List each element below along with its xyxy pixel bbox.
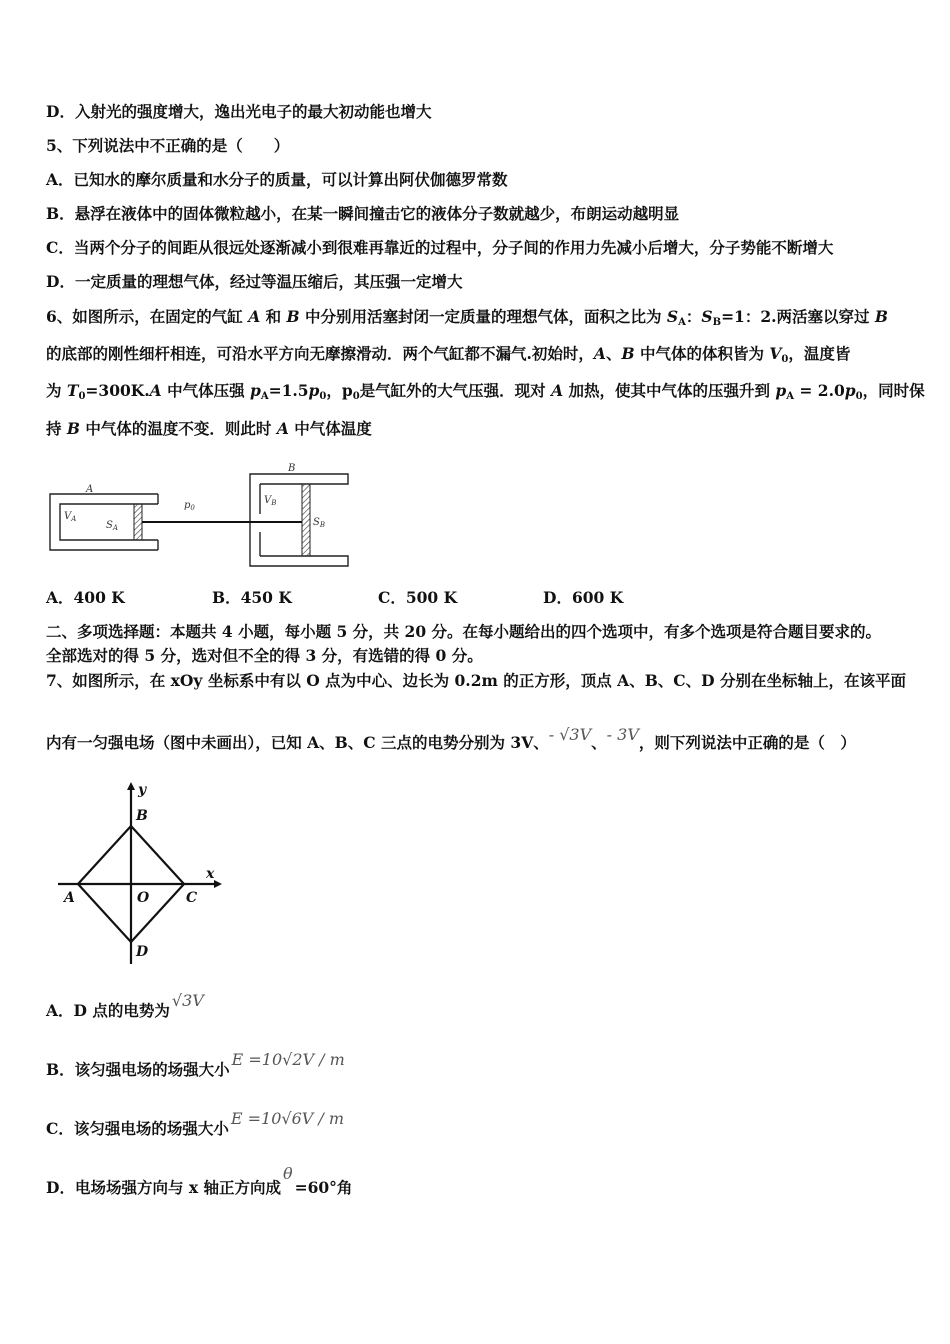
q4-option-d: D．入射光的强度增大，逸出光电子的最大初动能也增大 — [46, 102, 432, 121]
q7-option-d: D．电场场强方向与 x 轴正方向成θ=60°角 — [46, 1164, 353, 1197]
q7-option-c: C．该匀强电场的场强大小E =10√6V / m — [46, 1109, 345, 1138]
y-axis-arrow — [127, 782, 135, 790]
label-p0: $p_0$ — [184, 500, 195, 512]
q6-stem-line4: 持 B 中气体的温度不变．则此时 A 中气体温度 — [46, 419, 372, 438]
point-label-b: B — [136, 808, 148, 824]
label-vb: $V_B$ — [264, 495, 277, 507]
label-sa: $S_A$ — [106, 520, 118, 532]
section2-heading-line1: 二、多项选择题：本题共 4 小题，每小题 5 分，共 20 分。在每小题给出的四个选项中，有多个选项是符合题目要求的。 — [46, 622, 882, 641]
point-label-o: O — [137, 890, 150, 906]
point-label-d: D — [136, 944, 149, 960]
q6-stem-line2: 的底部的刚性细杆相连，可沿水平方向无摩擦滑动．两个气缸都不漏气.初始时，A、B 中气体的体积皆为 $V_0$，温度皆 — [46, 344, 851, 365]
piston-b — [302, 484, 310, 556]
q5-stem: 5、下列说法中不正确的是（ ） — [46, 136, 290, 155]
q5-option-b: B．悬浮在液体中的固体微粒越小，在某一瞬间撞击它的液体分子数就越少，布朗运动越明显 — [46, 204, 680, 223]
q7-square-figure — [52, 782, 222, 968]
point-label-a: A — [64, 890, 75, 906]
label-a: A — [86, 484, 94, 495]
axis-label-y: y — [138, 782, 147, 798]
q6-stem-line3: 为 $T_0=300K.A$ 中气体压强 $p_A=1.5p_0$，$p_0$是气缸外的大气压强．现对 A 加热，使其中气体的压强升到 $p_A = 2.0p_0$，同时保 — [46, 381, 925, 402]
q6-option-c: C．500 K — [378, 588, 458, 607]
label-b: B — [288, 463, 296, 474]
q5-option-d: D．一定质量的理想气体，经过等温压缩后，其压强一定增大 — [46, 272, 463, 291]
axis-label-x: x — [206, 866, 215, 882]
point-label-c: C — [186, 890, 198, 906]
q6-option-d: D．600 K — [543, 588, 624, 607]
q6-cylinder-figure — [44, 456, 354, 568]
q6-stem-line1: 6、如图所示，在固定的气缸 A 和 B 中分别用活塞封闭一定质量的理想气体，面积之比为 $S_A$：$S_B=1$：2.两活塞以穿过 B — [46, 307, 889, 328]
label-va: $V_A$ — [64, 511, 77, 523]
potential-c: - 3V — [606, 725, 639, 744]
q6-option-b: B．450 K — [212, 588, 292, 607]
q7-option-b: B．该匀强电场的场强大小E =10√2V / m — [46, 1050, 345, 1079]
q5-option-a: A．已知水的摩尔质量和水分子的质量，可以计算出阿伏伽德罗常数 — [46, 170, 508, 189]
piston-a — [134, 504, 142, 540]
q6-option-a: A．400 K — [46, 588, 125, 607]
x-axis-arrow — [214, 880, 222, 888]
q5-option-c: C．当两个分子的间距从很远处逐渐减小到很难再靠近的过程中，分子间的作用力先减小后增大，分子势能不断增大 — [46, 238, 834, 257]
q7-option-a: A．D 点的电势为√3V — [46, 991, 204, 1020]
q7-stem-line1: 7、如图所示，在 xOy 坐标系中有以 O 点为中心、边长为 0.2m 的正方形，顶点 A、B、C、D 分别在坐标轴上，在该平面 — [46, 671, 906, 690]
section2-heading-line2: 全部选对的得 5 分，选对但不全的得 3 分，有选错的得 0 分。 — [46, 646, 483, 665]
q7-stem-line2: 内有一匀强电场（图中未画出），已知 A、B、C 三点的电势分别为 3V、- √3V、- 3V，则下列说法中正确的是（ ） — [46, 725, 856, 752]
potential-b: - √3V — [548, 725, 592, 744]
label-sb: $S_B$ — [313, 517, 326, 529]
